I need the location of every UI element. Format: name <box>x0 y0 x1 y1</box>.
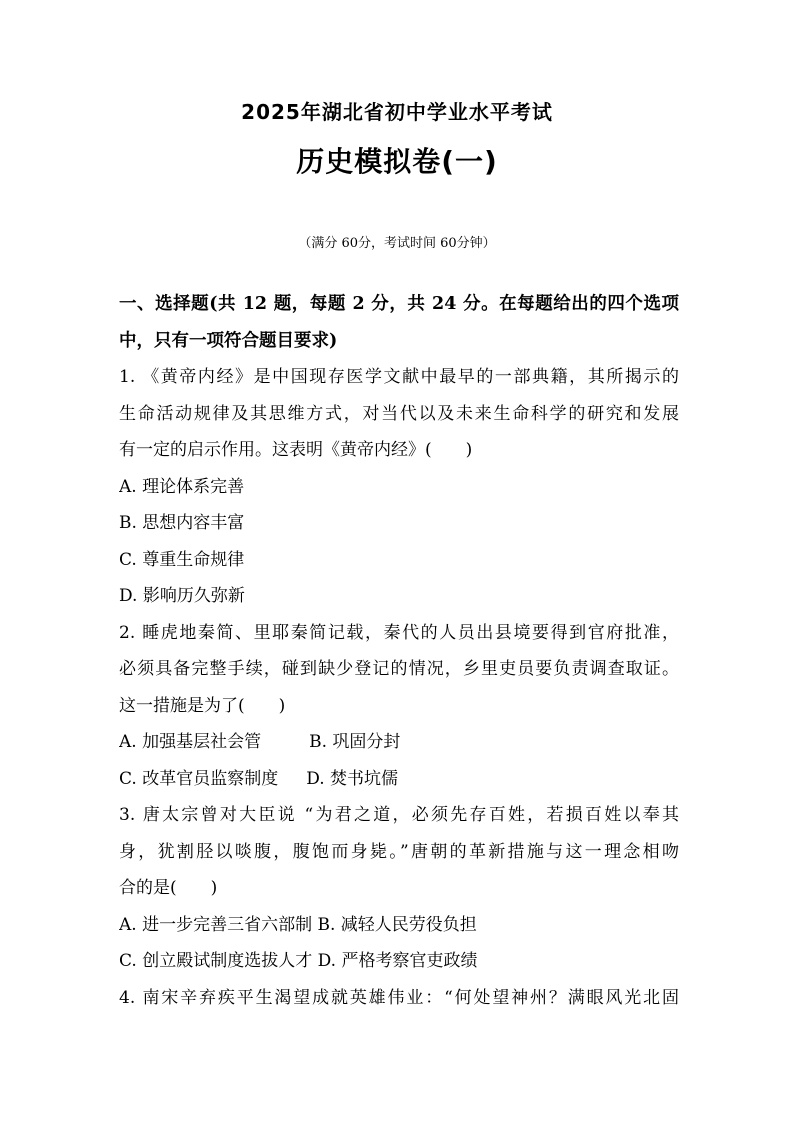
q1-option-c: C. 尊重生命规律 <box>119 549 245 570</box>
q2-option-c: C. 改革官员监察制度 <box>119 768 279 789</box>
q2-option-b: B. 巩固分封 <box>309 732 401 752</box>
q3-line-3: 合的是( ) <box>119 878 218 898</box>
q3-line-1: 3. 唐太宗曾对大臣说 “为君之道，必须先存百姓，若损百姓以奉其 <box>119 805 679 825</box>
q3-line-2: 身，犹割胫以啖腹，腹饱而身毙。”唐朝的革新措施与这一理念相吻 <box>119 841 679 862</box>
exam-note: （满分 60分，考试时间 60分钟） <box>298 236 496 251</box>
exam-subtitle: 历史模拟卷(一) <box>296 145 498 178</box>
q2-option-d: D. 焚书坑儒 <box>306 768 399 789</box>
q2-line-3: 这一措施是为了( ) <box>119 695 286 716</box>
q4-line-1: 4. 南宋辛弃疾平生渴望成就英雄伟业：“何处望神州？满眼风光北固 <box>119 987 679 1008</box>
q2-line-1: 2. 睡虎地秦简、里耶秦简记载，秦代的人员出县境要得到官府批准， <box>119 622 679 643</box>
q2-options-cd <box>119 761 679 798</box>
q3-options-ab: A. 进一步完善三省六部制 B. 减轻人民劳役负担 <box>119 914 477 935</box>
q2-line-2: 必须具备完整手续，碰到缺少登记的情况，乡里吏员要负责调查取证。 <box>119 659 679 679</box>
q1-line-1: 1. 《黄帝内经》是中国现存医学文献中最早的一部典籍，其所揭示的 <box>119 367 679 387</box>
q1-option-d: D. 影响历久弥新 <box>119 586 245 606</box>
q1-option-b: B. 思想内容丰富 <box>119 513 245 533</box>
q1-line-2: 生命活动规律及其思维方式，对当代以及未来生命科学的研究和发展 <box>119 403 679 424</box>
section-heading-line-2: 中，只有一项符合题目要求) <box>119 330 338 351</box>
q1-line-3: 有一定的启示作用。这表明《黄帝内经》( ) <box>119 440 473 460</box>
q1-option-a: A. 理论体系完善 <box>119 476 245 497</box>
q3-options-cd: C. 创立殿试制度选拔人才 D. 严格考察官吏政绩 <box>119 951 478 971</box>
question-body <box>119 286 679 1016</box>
q2-options-ab <box>119 724 679 761</box>
exam-title: 2025年湖北省初中学业水平考试 <box>241 100 553 124</box>
section-heading-line-1: 一、选择题(共 12 题，每题 2 分，共 24 分。在每题给出的四个选项 <box>119 294 679 314</box>
q2-option-a: A. 加强基层社会管 <box>119 732 262 752</box>
